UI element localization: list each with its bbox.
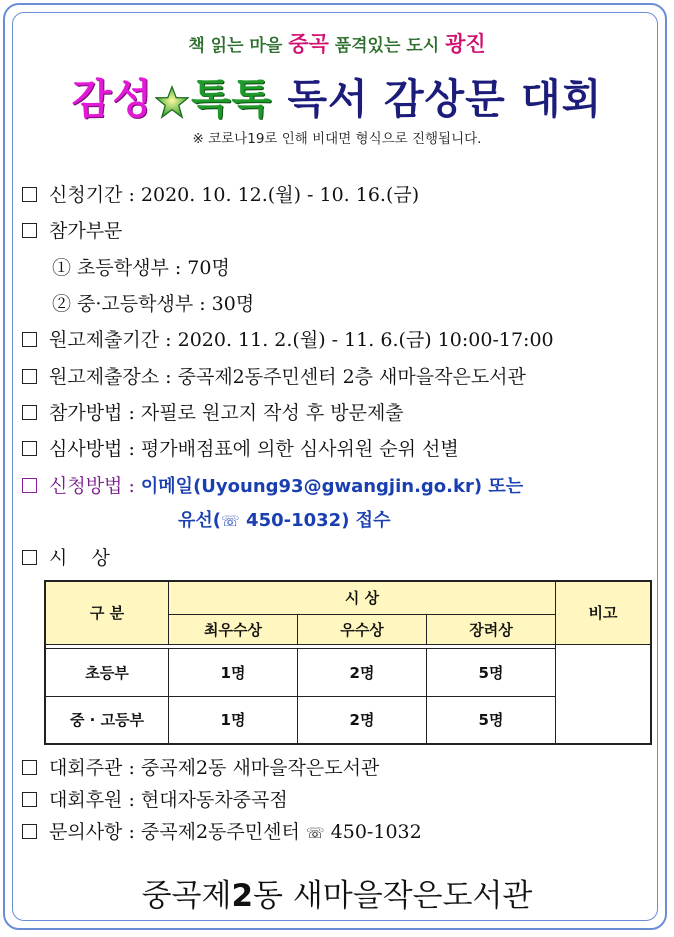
- phone-icon: ☏: [221, 512, 240, 530]
- item-contact-text: 문의사항 : 중곡제2동주민센터: [49, 821, 306, 843]
- tagline-part2: 품격있는 도시: [328, 36, 446, 56]
- item-method-text: 참가방법 : 자필로 원고지 작성 후 방문제출: [49, 402, 404, 424]
- sub-header-grand: 최우수상: [169, 614, 298, 644]
- col-award-header: 시 상: [169, 581, 556, 614]
- checkbox-icon: [22, 441, 37, 456]
- item-review-text: 심사방법 : 평가배점표에 의한 심사위원 순위 선별: [49, 438, 459, 460]
- notice-text: ※ 코로나19로 인해 비대면 형식으로 진행됩니다.: [192, 131, 482, 147]
- checkbox-icon: [22, 824, 37, 839]
- title-part-gamseong: 감성: [71, 75, 153, 123]
- checkbox-icon: [22, 478, 37, 493]
- sub-header-excellence: 우수상: [298, 614, 427, 644]
- checkbox-icon: [22, 792, 37, 807]
- item-review: [22, 437, 459, 461]
- item-sponsor: [22, 788, 288, 812]
- tagline-accent-gwangjin: 광진: [445, 32, 486, 56]
- checkbox-icon: [22, 332, 37, 347]
- tagline-part1: 책 읽는 마을: [188, 36, 289, 56]
- item-category-text: 참가부문: [49, 220, 123, 242]
- checkbox-icon: [22, 550, 37, 565]
- star-icon: [155, 85, 189, 119]
- row-value: 5명: [427, 648, 556, 696]
- item-apply-email: 이메일(Uyoung93@gwangjin.go.kr) 또는: [140, 476, 524, 497]
- footer-c: 동 새마을작은도서관: [253, 878, 533, 914]
- item-apply: [22, 474, 523, 499]
- row-value: 2명: [298, 648, 427, 696]
- footer-a: 중곡제: [141, 878, 232, 914]
- col-group-header: 구 분: [45, 581, 169, 644]
- item-method: [22, 401, 404, 425]
- item-submit-place-text: 원고제출장소 : 중곡제2동주민센터 2층 새마을작은도서관: [49, 366, 526, 388]
- checkbox-icon: [22, 405, 37, 420]
- row-value: 1명: [169, 648, 298, 696]
- item-submit-period-text: 원고제출기간 : 2020. 11. 2.(월) - 11. 6.(금) 10:00-17:00: [49, 329, 554, 351]
- item-category-1: ① 초등학생부 : 70명: [52, 257, 230, 279]
- item-awards: [22, 546, 110, 570]
- title-part-contest: 독서 감상문 대회: [287, 75, 603, 123]
- checkbox-icon: [22, 760, 37, 775]
- item-category: [22, 219, 122, 243]
- tagline: [0, 28, 674, 58]
- row-value: 1명: [169, 696, 298, 744]
- row-value: 2명: [298, 696, 427, 744]
- checkbox-icon: [22, 369, 37, 384]
- item-awards-text: 시 상: [49, 547, 110, 569]
- page-title: [0, 66, 674, 125]
- footer-org-name: [0, 870, 674, 915]
- item-apply-phone: [178, 509, 390, 533]
- item-host: [22, 756, 379, 780]
- row-group: 중 · 고등부: [45, 696, 169, 744]
- note-cell: [556, 644, 652, 744]
- phone-icon: ☏: [305, 824, 325, 842]
- footer-b: 2: [231, 878, 254, 914]
- item-category-2: ② 중·고등학생부 : 30명: [52, 293, 255, 315]
- item-apply-label: 신청방법 :: [49, 475, 141, 497]
- item-period-text: 신청기간 : 2020. 10. 12.(월) - 10. 16.(금): [49, 184, 420, 206]
- item-apply-phone-b: 450-1032) 접수: [239, 510, 391, 531]
- item-sponsor-text: 대회후원 : 현대자동차중곡점: [49, 789, 288, 811]
- item-submit-period: [22, 328, 554, 352]
- item-host-text: 대회주관 : 중곡제2동 새마을작은도서관: [49, 757, 380, 779]
- row-value: 5명: [427, 696, 556, 744]
- checkbox-icon: [22, 187, 37, 202]
- title-part-toktok: 톡톡: [190, 75, 273, 123]
- item-period: [22, 183, 419, 207]
- item-contact-number: 450-1032: [324, 821, 422, 843]
- item-contact: [22, 820, 422, 845]
- item-submit-place: [22, 365, 526, 389]
- page-inner-border: [12, 12, 658, 921]
- sub-header-encouragement: 장려상: [427, 614, 556, 644]
- checkbox-icon: [22, 223, 37, 238]
- col-note-header: 비고: [556, 581, 652, 644]
- item-apply-phone-a: 유선(: [178, 510, 222, 531]
- row-group: 초등부: [45, 648, 169, 696]
- award-table: [44, 580, 652, 745]
- tagline-accent-junggok: 중곡: [288, 32, 329, 56]
